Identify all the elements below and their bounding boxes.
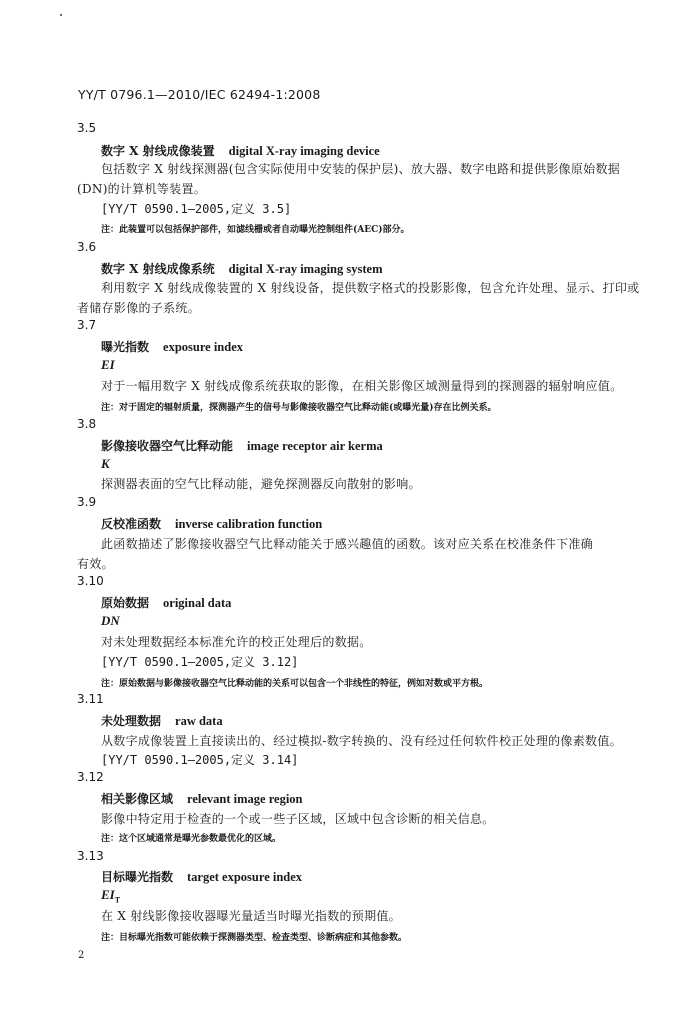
section-number: 3.6 bbox=[77, 240, 97, 254]
section-number: 3.8 bbox=[77, 417, 97, 431]
definition-text: 有效。 bbox=[77, 557, 114, 571]
definition-text: 从数字成像装置上直接读出的、经过模拟-数字转换的、没有经过任何软件校正处理的像素数值。 bbox=[101, 734, 622, 748]
term-en: digital X-ray imaging system bbox=[228, 262, 383, 276]
note: 注：此装置可以包括保护部件，如滤线栅或者自动曝光控制组件(AEC)部分。 bbox=[101, 225, 410, 235]
term-heading bbox=[101, 868, 302, 885]
term-cn: 目标曝光指数 bbox=[101, 870, 174, 884]
term-heading bbox=[101, 338, 243, 355]
section-number: 3.9 bbox=[77, 495, 97, 509]
definition-text: 此函数描述了影像接收器空气比释动能关于感兴趣值的函数。该对应关系在校准条件下准确 bbox=[101, 537, 594, 551]
section-number: 3.13 bbox=[77, 849, 104, 863]
term-symbol bbox=[101, 887, 120, 905]
reference: [YY/T 0590.1—2005,定义 3.5] bbox=[101, 202, 292, 216]
section-number: 3.11 bbox=[77, 692, 104, 706]
term-heading bbox=[101, 260, 382, 277]
term-en: exposure index bbox=[163, 340, 244, 354]
term-cn: 原始数据 bbox=[101, 596, 150, 610]
definition-text: (DN)的计算机等装置。 bbox=[77, 182, 207, 196]
term-cn: 反校准函数 bbox=[101, 517, 162, 531]
term-symbol: EI bbox=[101, 357, 115, 372]
term-heading bbox=[101, 437, 383, 454]
definition-text: 在 X 射线影像接收器曝光量适当时曝光指数的预期值。 bbox=[101, 909, 401, 923]
term-heading bbox=[101, 142, 380, 159]
reference: [YY/T 0590.1—2005,定义 3.14] bbox=[101, 753, 299, 767]
scan-speck bbox=[60, 14, 62, 16]
term-cn: 数字 X 射线成像装置 bbox=[101, 144, 215, 158]
term-en: digital X-ray imaging device bbox=[228, 144, 380, 158]
definition-text: 者储存影像的子系统。 bbox=[77, 301, 201, 315]
term-en: raw data bbox=[175, 714, 223, 728]
definition-text: 影像中特定用于检查的一个或一些子区域，区域中包含诊断的相关信息。 bbox=[101, 812, 495, 826]
definition-text: 包括数字 X 射线探测器(包含实际使用中安装的保护层)、放大器、数字电路和提供影像原始数据 bbox=[101, 162, 621, 176]
definition-text: 探测器表面的空气比释动能，避免探测器反向散射的影响。 bbox=[101, 477, 421, 491]
section-number: 3.7 bbox=[77, 318, 97, 332]
term-cn: 影像接收器空气比释动能 bbox=[101, 439, 234, 453]
note: 注：原始数据与影像接收器空气比释动能的关系可以包含一个非线性的特征，例如对数或平方根。 bbox=[101, 679, 489, 689]
term-heading bbox=[101, 515, 322, 532]
term-heading bbox=[101, 594, 231, 611]
page-header: YY/T 0796.1—2010/IEC 62494-1:2008 bbox=[78, 87, 321, 102]
symbol-subscript: T bbox=[114, 895, 121, 905]
section-number: 3.12 bbox=[77, 770, 104, 784]
term-symbol: K bbox=[101, 456, 110, 471]
term-en: image receptor air kerma bbox=[247, 439, 383, 453]
definition-text: 对于一幅用数字 X 射线成像系统获取的影像，在相关影像区域测量得到的探测器的辐射响应值。 bbox=[101, 379, 623, 393]
definition-text: 对未处理数据经本标准允许的校正处理后的数据。 bbox=[101, 635, 372, 649]
term-en: original data bbox=[163, 596, 232, 610]
term-cn: 相关影像区域 bbox=[101, 792, 174, 806]
definition-text: 利用数字 X 射线成像装置的 X 射线设备，提供数字格式的投影影像，包含允许处理、显示、打印或 bbox=[101, 281, 640, 295]
note: 注：这个区域通常是曝光参数最优化的区域。 bbox=[101, 834, 282, 844]
note: 注：对于固定的辐射质量，探测器产生的信号与影像接收器空气比释动能(或曝光量)存在比例关系。 bbox=[101, 403, 497, 413]
term-heading bbox=[101, 712, 223, 729]
term-cn: 未处理数据 bbox=[101, 714, 162, 728]
symbol-main: EI bbox=[101, 887, 115, 902]
page-number: 2 bbox=[78, 950, 85, 961]
section-number: 3.10 bbox=[77, 574, 104, 588]
term-heading bbox=[101, 790, 303, 807]
term-symbol: DN bbox=[101, 613, 120, 628]
term-cn: 曝光指数 bbox=[101, 340, 150, 354]
reference: [YY/T 0590.1—2005,定义 3.12] bbox=[101, 655, 299, 669]
term-en: inverse calibration function bbox=[175, 517, 323, 531]
note: 注：目标曝光指数可能依赖于探测器类型、检查类型、诊断病症和其他参数。 bbox=[101, 933, 408, 943]
term-en: relevant image region bbox=[187, 792, 303, 806]
section-number: 3.5 bbox=[77, 121, 97, 135]
term-en: target exposure index bbox=[187, 870, 303, 884]
term-cn: 数字 X 射线成像系统 bbox=[101, 262, 215, 276]
